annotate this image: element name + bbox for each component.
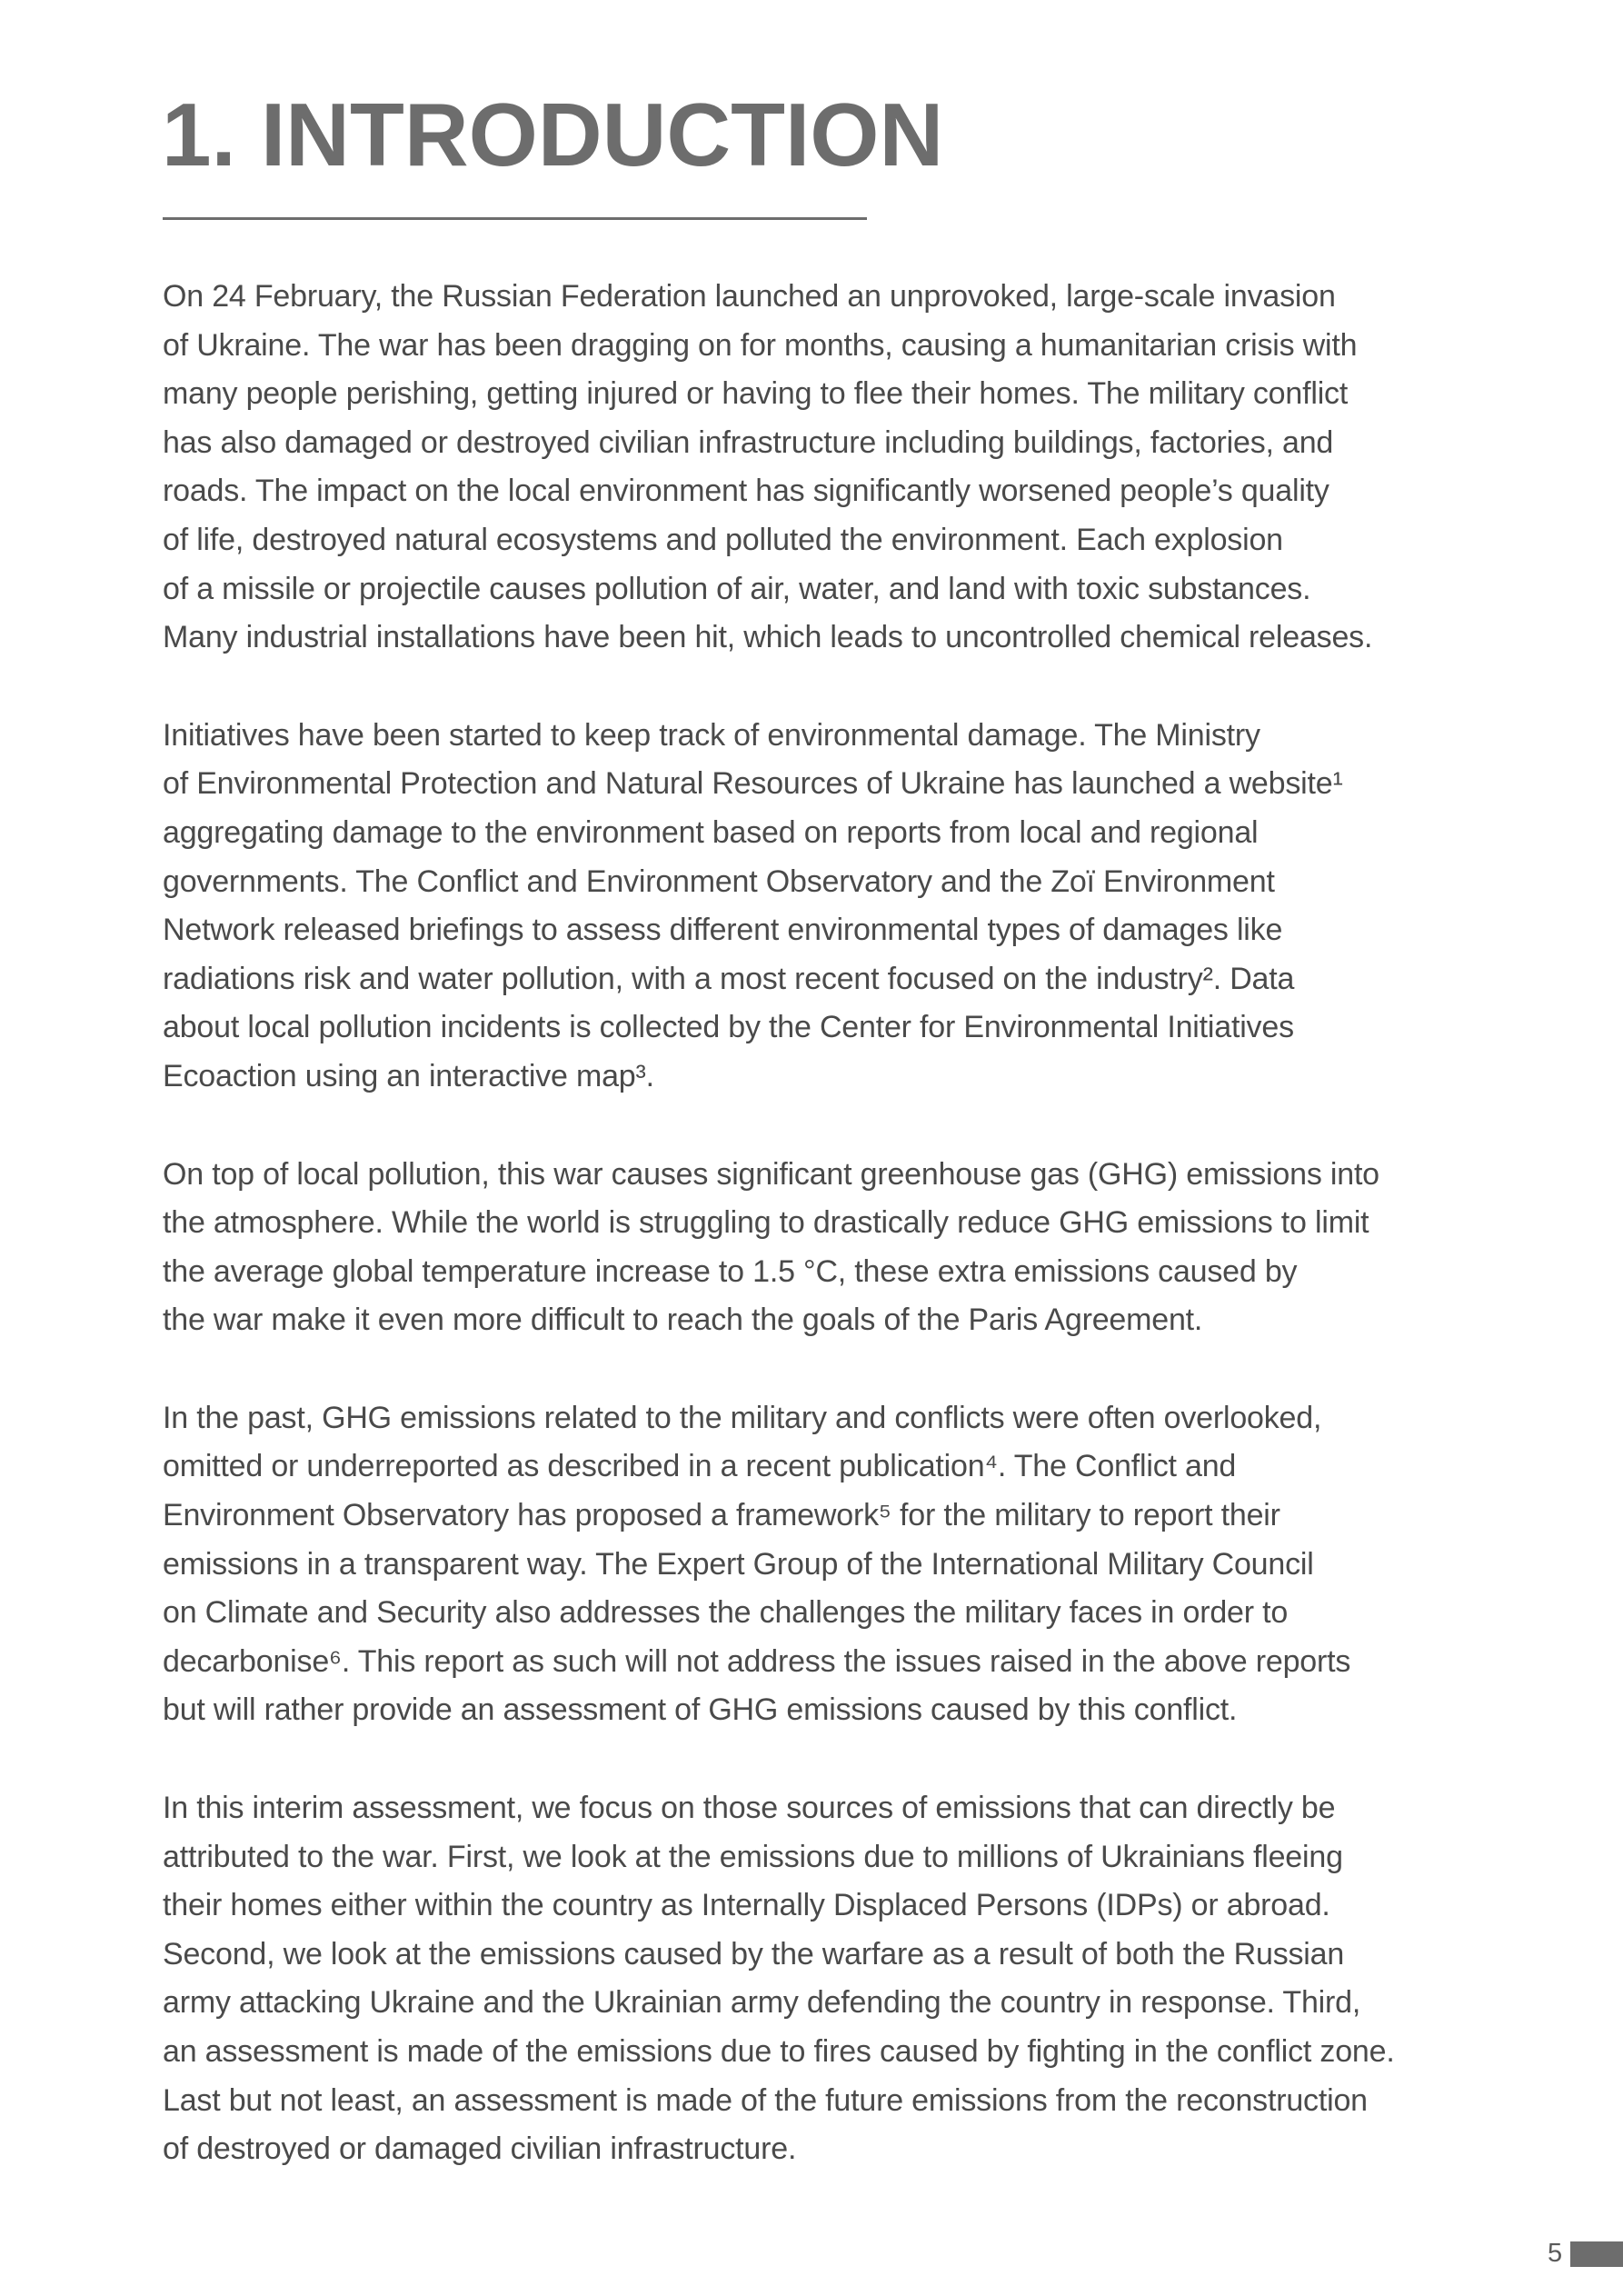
page-number-marker <box>1570 2241 1623 2267</box>
text-line: roads. The impact on the local environment has significantly worsened people’s quality <box>163 474 1329 509</box>
text-line: their homes either within the country as Internally Displaced Persons (IDPs) or abroad. <box>163 1888 1330 1923</box>
text-line: army attacking Ukraine and the Ukrainian army defending the country in response. Third, <box>163 1985 1361 2021</box>
text-line: an assessment is made of the emissions due to fires caused by fighting in the conflict zone. <box>163 2034 1395 2069</box>
text-line: of life, destroyed natural ecosystems and polluted the environment. Each explosion <box>163 522 1283 557</box>
section-heading: 1. INTRODUCTION <box>162 85 944 185</box>
page-number: 5 <box>1548 2239 1563 2268</box>
text-line: but will rather provide an assessment of GHG emissions caused by this conflict. <box>163 1692 1238 1728</box>
text-line: In the past, GHG emissions related to the military and conflicts were often overlooked, <box>163 1400 1322 1435</box>
text-line: Ecoaction using an interactive map³. <box>163 1058 654 1093</box>
text-line: Many industrial installations have been hit, which leads to uncontrolled chemical releases. <box>163 620 1373 655</box>
body-text <box>163 273 1471 2223</box>
paragraph-2 <box>163 712 1471 1102</box>
paragraph-3 <box>163 1151 1471 1345</box>
text-line: on Climate and Security also addresses the challenges the military faces in order to <box>163 1595 1289 1631</box>
text-line: aggregating damage to the environment based on reports from local and regional <box>163 814 1259 850</box>
text-line: decarbonise⁶. This report as such will not address the issues raised in the above reports <box>163 1643 1351 1679</box>
text-line: On 24 February, the Russian Federation launched an unprovoked, large-scale invasion <box>163 279 1336 314</box>
text-line: of a missile or projectile causes pollution of air, water, and land with toxic substances. <box>163 571 1311 606</box>
text-line: Environment Observatory has proposed a framework⁵ for the military to report their <box>163 1498 1280 1533</box>
text-line: many people perishing, getting injured or having to flee their homes. The military conflict <box>163 376 1349 412</box>
text-line: has also damaged or destroyed civilian infrastructure including buildings, factories, and <box>163 424 1334 460</box>
text-line: the atmosphere. While the world is struggling to drastically reduce GHG emissions to limit <box>163 1205 1369 1241</box>
text-line: radiations risk and water pollution, with a most recent focused on the industry². Data <box>163 961 1295 996</box>
text-line: Last but not least, an assessment is made of the future emissions from the reconstruction <box>163 2082 1368 2118</box>
heading-divider <box>163 217 867 220</box>
text-line: governments. The Conflict and Environment Observatory and the Zoï Environment <box>163 863 1275 899</box>
text-line: of destroyed or damaged civilian infrastructure. <box>163 2131 797 2167</box>
text-line: attributed to the war. First, we look at the emissions due to millions of Ukrainians fleeing <box>163 1839 1343 1874</box>
text-line: the war make it even more difficult to reach the goals of the Paris Agreement. <box>163 1303 1203 1338</box>
text-line: omitted or underreported as described in a recent publication⁴. The Conflict and <box>163 1449 1237 1484</box>
text-line: Network released briefings to assess different environmental types of damages like <box>163 913 1283 948</box>
paragraph-5 <box>163 1784 1471 2174</box>
text-line: emissions in a transparent way. The Expert Group of the International Military Council <box>163 1546 1314 1582</box>
text-line: On top of local pollution, this war causes significant greenhouse gas (GHG) emissions into <box>163 1156 1379 1192</box>
text-line: about local pollution incidents is collected by the Center for Environmental Initiatives <box>163 1010 1294 1045</box>
text-line: the average global temperature increase to 1.5 °C, these extra emissions caused by <box>163 1253 1298 1289</box>
paragraph-1 <box>163 273 1471 663</box>
text-line: Initiatives have been started to keep track of environmental damage. The Ministry <box>163 717 1260 753</box>
text-line: of Environmental Protection and Natural Resources of Ukraine has launched a website¹ <box>163 766 1343 802</box>
text-line: In this interim assessment, we focus on those sources of emissions that can directly be <box>163 1791 1336 1826</box>
paragraph-4 <box>163 1394 1471 1735</box>
text-line: of Ukraine. The war has been dragging on for months, causing a humanitarian crisis with <box>163 327 1358 363</box>
text-line: Second, we look at the emissions caused by the warfare as a result of both the Russian <box>163 1936 1345 1972</box>
